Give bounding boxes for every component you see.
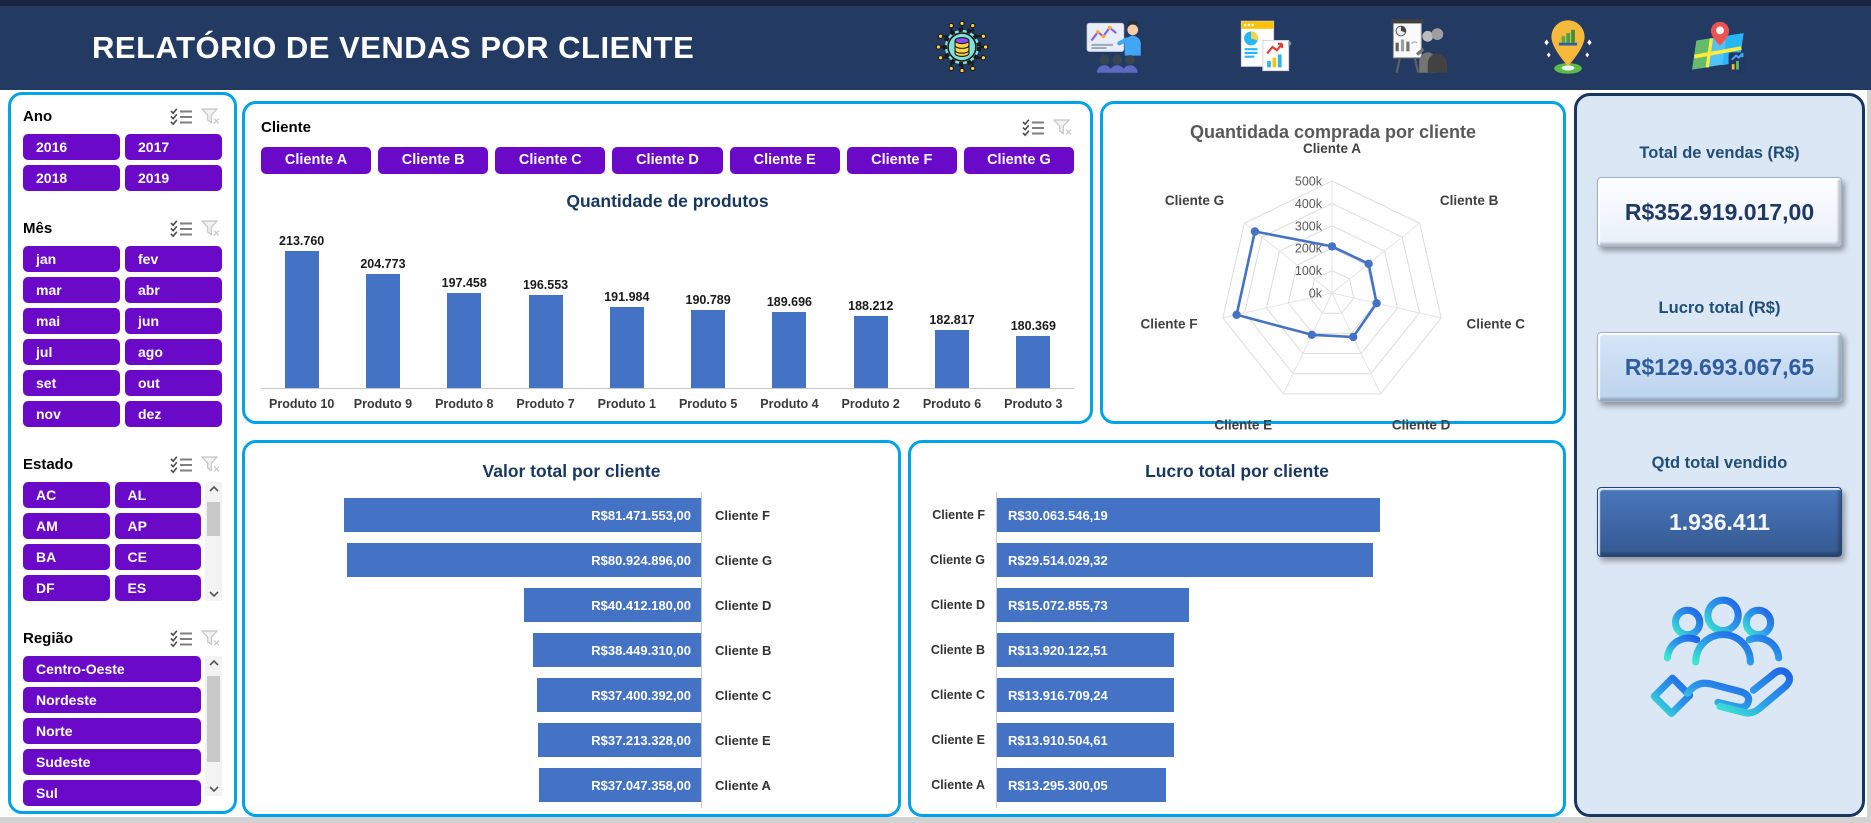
scroll-down-icon[interactable] xyxy=(208,785,220,793)
bar xyxy=(366,274,400,388)
category-label: Cliente C xyxy=(715,687,772,703)
bar-value-label: 188.212 xyxy=(848,299,894,313)
slicer-button-ap[interactable]: AP xyxy=(115,513,202,539)
slicer-button-jul[interactable]: jul xyxy=(23,339,120,365)
bar-value-label: R$37.047.358,00 xyxy=(591,777,691,793)
kpi-lucro-total-value: R$129.693.067,65 xyxy=(1597,332,1842,402)
bar xyxy=(447,293,481,388)
valor-chart-title: Valor total por cliente xyxy=(482,461,661,481)
slicer-button-cliente-e[interactable]: Cliente E xyxy=(730,147,840,174)
bar-value-label: R$13.920.122,51 xyxy=(1008,642,1108,658)
category-label: Cliente G xyxy=(930,553,985,567)
page-bottom-edge xyxy=(0,817,1871,823)
slicer-button-cliente-b[interactable]: Cliente B xyxy=(378,147,488,174)
slicer-button-centro-oeste[interactable]: Centro-Oeste xyxy=(23,656,201,682)
slicer-button-ce[interactable]: CE xyxy=(115,544,202,570)
svg-text:Cliente D: Cliente D xyxy=(1391,417,1451,433)
svg-text:200k: 200k xyxy=(1294,241,1322,256)
valor-chart xyxy=(263,498,880,802)
category-label: Cliente F xyxy=(932,508,985,522)
produtos-bars xyxy=(261,220,1074,389)
slicer-button-norte[interactable]: Norte xyxy=(23,718,201,744)
team-presentation-icon xyxy=(1084,17,1144,77)
slicer-button-ago[interactable]: ago xyxy=(125,339,222,365)
slicer-button-mai[interactable]: mai xyxy=(23,308,120,334)
svg-text:100k: 100k xyxy=(1294,264,1322,279)
slicer-button-2017[interactable]: 2017 xyxy=(125,134,222,160)
slicer-button-jun[interactable]: jun xyxy=(125,308,222,334)
bar-value-label: 180.369 xyxy=(1010,319,1056,333)
category-label: Produto 1 xyxy=(597,397,656,411)
kpi-qtd-vendido-value: 1.936.411 xyxy=(1597,487,1842,557)
produtos-bar-column xyxy=(993,319,1074,388)
bar-value-label: R$38.449.310,00 xyxy=(591,642,691,658)
svg-text:Cliente A: Cliente A xyxy=(1302,141,1362,156)
lucro-bar-row xyxy=(929,588,1545,622)
bar-value-label: 213.760 xyxy=(279,234,325,248)
svg-text:0k: 0k xyxy=(1308,286,1322,301)
radar-panel xyxy=(1100,101,1566,433)
slicer-regi-o xyxy=(23,627,222,801)
category-label: Produto 6 xyxy=(922,397,982,411)
cliente-panel xyxy=(242,101,1093,424)
valor-bar-row xyxy=(263,768,880,802)
valor-axis-line xyxy=(701,492,702,808)
bar xyxy=(539,768,701,802)
category-label: Produto 8 xyxy=(435,397,494,411)
bar-value-label: 204.773 xyxy=(360,257,406,271)
lucro-bar-row xyxy=(929,498,1545,532)
category-label: Cliente D xyxy=(930,598,985,612)
lucro-panel xyxy=(908,440,1566,817)
category-label: Produto 2 xyxy=(841,397,900,411)
svg-text:Cliente E: Cliente E xyxy=(1214,417,1273,433)
lucro-bar-row xyxy=(929,633,1545,667)
category-label: Cliente E xyxy=(715,732,771,748)
slicer-button-cliente-f[interactable]: Cliente F xyxy=(847,147,957,174)
hand-holding-people-icon xyxy=(1597,591,1842,748)
category-label: Produto 3 xyxy=(1004,397,1063,411)
header-bar xyxy=(0,0,1871,90)
bar xyxy=(538,723,701,757)
slicer-button-nordeste[interactable]: Nordeste xyxy=(23,687,201,713)
sales-report-icon xyxy=(1235,17,1295,77)
bar xyxy=(524,588,701,622)
slicer-button-abr[interactable]: abr xyxy=(125,277,222,303)
bar xyxy=(537,678,701,712)
multi-select-icon[interactable] xyxy=(170,630,193,647)
bar xyxy=(529,295,563,388)
clear-filter-icon[interactable] xyxy=(201,220,222,237)
scrollbar[interactable] xyxy=(205,482,222,601)
bar xyxy=(996,498,1380,532)
slicer-button-mar[interactable]: mar xyxy=(23,277,120,303)
bar-value-label: R$13.916.709,24 xyxy=(1008,687,1108,703)
bar xyxy=(996,633,1174,667)
bar-value-label: 196.553 xyxy=(522,278,569,292)
slicer-button-es[interactable]: ES xyxy=(115,575,202,601)
category-label: Cliente D xyxy=(715,597,772,613)
svg-text:Cliente C: Cliente C xyxy=(1466,316,1526,332)
category-label: Produto 9 xyxy=(353,397,413,411)
bar-value-label: 190.789 xyxy=(685,293,731,307)
produtos-bar-column xyxy=(911,313,992,388)
bar-value-label: R$15.072.855,73 xyxy=(1008,597,1108,613)
lucro-bar-row xyxy=(929,678,1545,712)
lucro-axis-line xyxy=(996,492,997,808)
clear-filter-icon[interactable] xyxy=(201,108,222,125)
category-label: Produto 7 xyxy=(516,397,575,411)
kpi-panel xyxy=(1574,93,1865,817)
slicer-button-df[interactable]: DF xyxy=(23,575,110,601)
svg-text:400k: 400k xyxy=(1294,196,1322,211)
slicer-title: Ano xyxy=(23,107,53,125)
scroll-up-icon[interactable] xyxy=(208,659,220,667)
bar xyxy=(935,330,969,388)
kpi-qtd-vendido-label: Qtd total vendido xyxy=(1651,454,1788,472)
lucro-bar-row xyxy=(929,723,1545,757)
bar xyxy=(347,543,701,577)
valor-bar-row xyxy=(263,723,880,757)
bar-value-label: R$37.213.328,00 xyxy=(591,732,691,748)
bar-value-label: R$13.295.300,05 xyxy=(1008,777,1108,793)
multi-select-icon[interactable] xyxy=(1022,119,1045,136)
clear-filter-icon[interactable] xyxy=(201,630,222,647)
location-analytics-icon xyxy=(1538,17,1598,77)
valor-bar-row xyxy=(263,498,880,532)
slicer-estado xyxy=(23,453,222,601)
slicer-button-nov[interactable]: nov xyxy=(23,401,120,427)
slicer-button-sudeste[interactable]: Sudeste xyxy=(23,749,201,775)
category-label: Cliente B xyxy=(715,642,772,658)
bar xyxy=(1016,336,1050,388)
bar-value-label: 191.984 xyxy=(604,290,650,304)
category-label: Produto 10 xyxy=(269,397,335,411)
scrollbar-thumb[interactable] xyxy=(207,502,220,536)
page-title: RELATÓRIO DE VENDAS POR CLIENTE xyxy=(92,30,695,65)
produtos-bar-column xyxy=(667,293,748,388)
bar xyxy=(996,768,1166,802)
svg-text:500k: 500k xyxy=(1294,174,1322,189)
clear-filter-icon[interactable] xyxy=(201,456,222,473)
slicer-button-fev[interactable]: fev xyxy=(125,246,222,272)
svg-text:300k: 300k xyxy=(1294,219,1322,234)
slicer-button-2019[interactable]: 2019 xyxy=(125,165,222,191)
map-location-icon xyxy=(1690,17,1750,77)
bar xyxy=(996,543,1373,577)
bar-value-label: R$80.924.896,00 xyxy=(591,552,691,568)
produtos-bar-column xyxy=(505,278,586,388)
category-label: Cliente E xyxy=(931,733,985,747)
bar xyxy=(610,307,644,388)
slicer-button-ac[interactable]: AC xyxy=(23,482,110,508)
bar xyxy=(344,498,701,532)
bar xyxy=(772,312,806,388)
slicer-button-dez[interactable]: dez xyxy=(125,401,222,427)
slicer-title: Mês xyxy=(23,219,53,237)
slicer-button-out[interactable]: out xyxy=(125,370,222,396)
bar-value-label: R$13.910.504,61 xyxy=(1008,732,1108,748)
valor-bar-row xyxy=(263,678,880,712)
bar-value-label: R$30.063.546,19 xyxy=(1008,507,1108,523)
data-network-icon xyxy=(932,17,992,77)
produtos-chart-title: Quantidade de produtos xyxy=(566,191,769,211)
radar-chart xyxy=(1103,141,1563,433)
bar xyxy=(691,310,725,388)
bar-value-label: 197.458 xyxy=(441,276,487,290)
valor-panel xyxy=(242,440,901,817)
slicer-title: Estado xyxy=(23,455,74,473)
lucro-chart-title: Lucro total por cliente xyxy=(1145,461,1329,481)
category-label: Produto 5 xyxy=(678,397,738,411)
slicer-button-2018[interactable]: 2018 xyxy=(23,165,120,191)
produtos-bar-column xyxy=(424,276,505,388)
multi-select-icon[interactable] xyxy=(170,456,193,473)
multi-select-icon[interactable] xyxy=(170,220,193,237)
svg-text:Cliente B: Cliente B xyxy=(1439,193,1499,208)
bar xyxy=(285,251,319,388)
slicer-button-2016[interactable]: 2016 xyxy=(23,134,120,160)
radar-chart-title: Quantidada comprada por cliente xyxy=(1189,122,1477,142)
sidebar-slicers xyxy=(23,105,222,801)
bar xyxy=(996,723,1174,757)
bar-value-label: 189.696 xyxy=(766,295,813,309)
kpi-total-vendas-label: Total de vendas (R$) xyxy=(1639,144,1800,162)
slicer-ano xyxy=(23,105,222,191)
multi-select-icon[interactable] xyxy=(170,108,193,125)
sidebar xyxy=(8,92,237,814)
bar-value-label: R$40.412.180,00 xyxy=(591,597,691,613)
svg-text:Cliente G: Cliente G xyxy=(1164,193,1225,208)
valor-bar-row xyxy=(263,588,880,622)
clear-filter-icon[interactable] xyxy=(1053,119,1074,136)
slicer-title: Região xyxy=(23,629,74,647)
produtos-bar-column xyxy=(830,299,911,388)
slicer-button-ba[interactable]: BA xyxy=(23,544,110,570)
category-label: Cliente B xyxy=(930,643,985,657)
slicer-button-cliente-c[interactable]: Cliente C xyxy=(495,147,605,174)
produtos-categories xyxy=(261,389,1074,411)
slicer-button-cliente-d[interactable]: Cliente D xyxy=(612,147,722,174)
slicer-button-set[interactable]: set xyxy=(23,370,120,396)
cliente-buttons xyxy=(261,147,1074,174)
slicer-button-am[interactable]: AM xyxy=(23,513,110,539)
bar-value-label: 182.817 xyxy=(929,313,975,327)
scroll-up-icon[interactable] xyxy=(208,485,220,493)
slicer-button-al[interactable]: AL xyxy=(115,482,202,508)
scrollbar-thumb[interactable] xyxy=(207,676,220,762)
lucro-bar-row xyxy=(929,768,1545,802)
bar-value-label: R$29.514.029,32 xyxy=(1008,552,1108,568)
kpi-lucro-total-label: Lucro total (R$) xyxy=(1658,299,1781,317)
cliente-slicer-icons xyxy=(1022,119,1074,136)
cliente-slicer-title: Cliente xyxy=(261,118,312,136)
category-label: Cliente F xyxy=(715,507,770,523)
category-label: Cliente C xyxy=(930,688,985,702)
slicer-button-cliente-a[interactable]: Cliente A xyxy=(261,147,371,174)
valor-bar-row xyxy=(263,633,880,667)
category-label: Cliente A xyxy=(931,778,985,792)
produtos-bar-column xyxy=(749,295,830,388)
page-right-edge xyxy=(1867,90,1871,823)
scrollbar[interactable] xyxy=(205,656,222,796)
produtos-chart xyxy=(261,220,1074,411)
bar xyxy=(533,633,701,667)
kpi-total-vendas-value: R$352.919.017,00 xyxy=(1597,177,1842,247)
bar-value-label: R$37.400.392,00 xyxy=(591,687,691,703)
produtos-bar-column xyxy=(586,290,667,388)
scroll-down-icon[interactable] xyxy=(208,590,220,598)
slicer-button-cliente-g[interactable]: Cliente G xyxy=(964,147,1074,174)
category-label: Cliente G xyxy=(715,552,773,568)
produtos-bar-column xyxy=(342,257,423,388)
lucro-bar-row xyxy=(929,543,1545,577)
lucro-chart xyxy=(929,498,1545,802)
slicer-button-sul[interactable]: Sul xyxy=(23,780,201,806)
category-label: Cliente A xyxy=(715,777,771,793)
bar xyxy=(854,316,888,388)
bar xyxy=(996,588,1189,622)
produtos-bar-column xyxy=(261,234,342,388)
category-label: Produto 4 xyxy=(760,397,819,411)
slicer-button-jan[interactable]: jan xyxy=(23,246,120,272)
slicer-m-s xyxy=(23,217,222,427)
valor-bar-row xyxy=(263,543,880,577)
svg-text:Cliente F: Cliente F xyxy=(1140,316,1198,332)
business-analysis-icon xyxy=(1387,17,1447,77)
header-icons xyxy=(932,10,1750,84)
bar-value-label: R$81.471.553,00 xyxy=(591,507,691,523)
bar xyxy=(996,678,1174,712)
